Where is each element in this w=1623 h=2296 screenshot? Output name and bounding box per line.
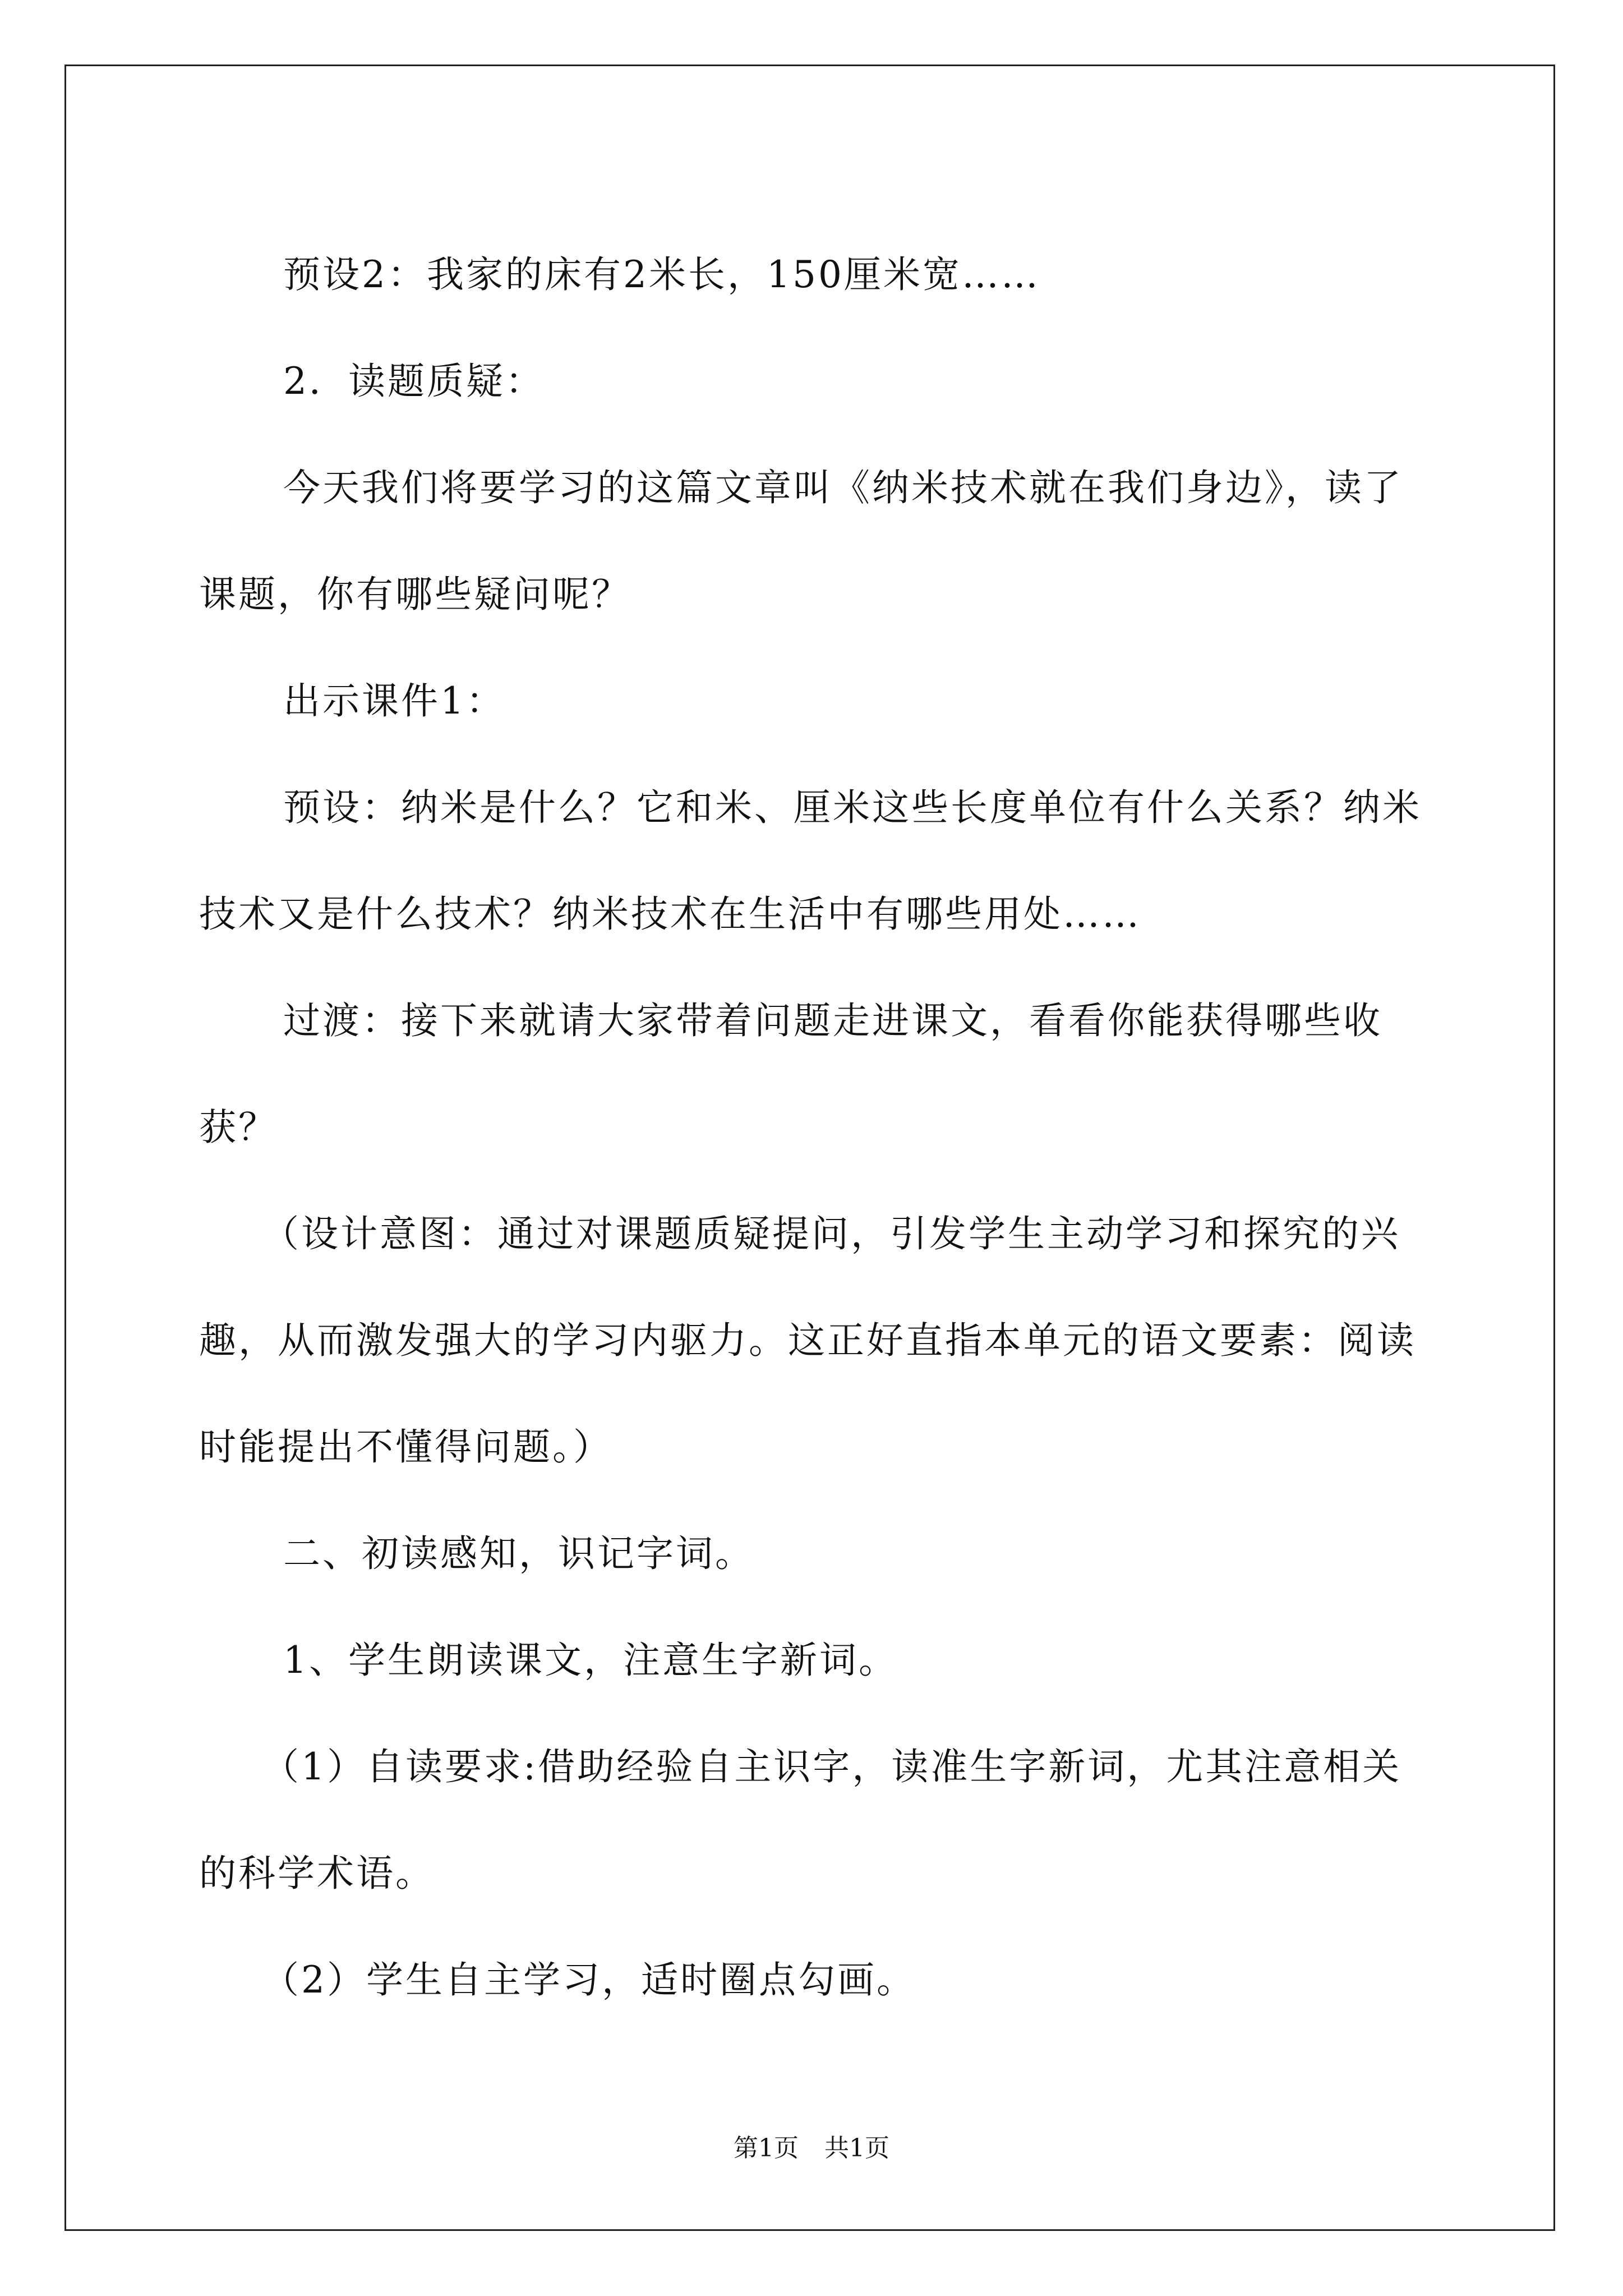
paragraph-step-1: 1、学生朗读课文，注意生字新词。 [283,1639,898,1682]
document-body [199,222,1433,2033]
paragraph-design-intent: （设计意图：通过对课题质疑提问，引发学生主动学习和探究的兴趣，从而激发强大的学习内驱力。这正好直指本单元的语文要素：阅读时能提出不懂得问题。） [199,1212,1416,1469]
paragraph-requirement-1: （1）自读要求:借助经验自主识字，读准生字新词，尤其注意相关的科学术语。 [199,1745,1402,1895]
paragraph-intro-question: 今天我们将要学习的这篇文章叫《纳米技术就在我们身边》，读了课题，你有哪些疑问呢？ [199,466,1403,616]
section-heading-first-read: 二、初读感知，识记字词。 [283,1532,754,1575]
paragraph-requirement-2: （2）学生自主学习，适时圈点勾画。 [262,1958,916,2001]
paragraph-transition: 过渡：接下来就请大家带着问题走进课文，看看你能获得哪些收获？ [199,999,1382,1149]
page-footer [0,2128,1623,2164]
page-number: 第1页 [734,2134,799,2162]
paragraph-show-courseware: 出示课件1： [283,679,505,723]
paragraph-preset-2: 预设2：我家的床有2米长，150厘米宽…… [283,253,1040,296]
paragraph-preset-questions: 预设：纳米是什么？它和米、厘米这些长度单位有什么关系？纳米技术又是什么技术？纳米技术在生活中有哪些用处…… [199,786,1422,936]
page-total: 共1页 [824,2134,889,2162]
paragraph-read-question: 2．读题质疑： [283,360,545,403]
